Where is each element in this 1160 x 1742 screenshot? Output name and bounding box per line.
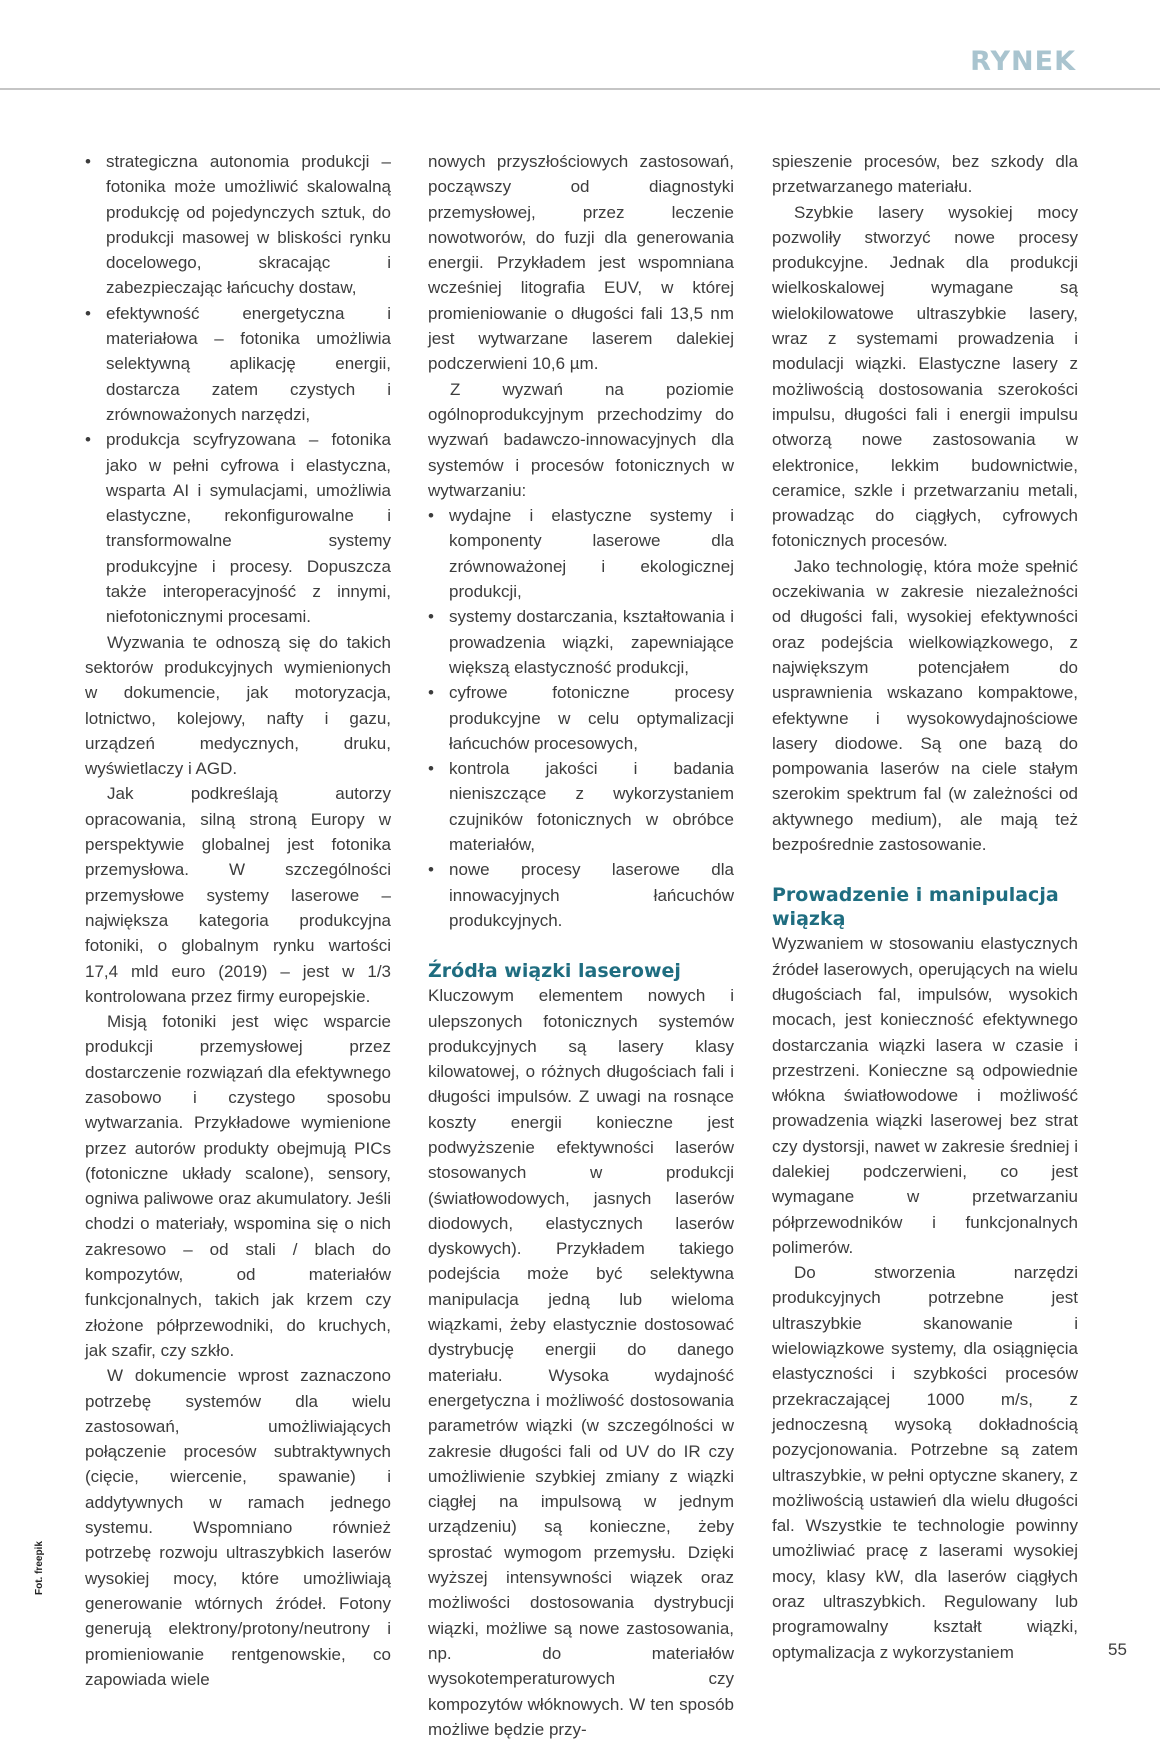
paragraph: Szybkie lasery wysokiej mocy pozwoliły stworzyć nowe procesy produkcyjne. Jednak dla produkcji wielkoskalowej wymagane są wielokilowatowe ultraszybkie lasery, wraz z systemami prowadzenia i modulacji wiązki. Elastyczne lasery z możliwością dostosowania szerokości impulsu, długości fali i energii impulsu otworzą nowe zastosowania w elektronice, lekkim budownictwie, ceramice, szkle i przetwarzaniu metali, prowadząc do ciągłych, cyfrowych fotonicznych procesów. [772,202,1078,551]
bullet-icon: • [428,506,434,526]
column-2 [428,149,734,1742]
bullet-list-research-challenges [428,503,734,933]
list-item: • cyfrowe fotoniczne procesy produkcyjne w celu optymalizacji łańcuchów procesowych, [428,680,734,756]
header-divider [0,88,1160,90]
paragraph: Wyzwania te odnoszą się do takich sektorów produkcyjnych wymienionych w dokumencie, jak motoryzacja, lotnictwo, kolejowy, nafty i gazu, urządzeń medycznych, druku, wyświetlaczy i AGD. [85,632,391,779]
paragraph: Z wyzwań na poziomie ogólnoprodukcyjnym przechodzimy do wyzwań badawczo-innowacyjnych dla systemów i procesów fotonicznych w wytwarzaniu: [428,379,734,500]
paragraph: Misją fotoniki jest więc wsparcie produkcji przemysłowej przez dostarczenie rozwiązań dla efektywnego zasobowo i czystego sposobu wytwarzania. Przykładowe wymienione przez autorów produkty obejmują PICs (fotoniczne układy scalone), sensory, ogniwa paliwowe oraz akumulatory. Jeśli chodzi o materiały, wspomina się o nich zakresowo – od stali / blach do kompozytów, od materiałów funkcjonalnych, takich jak krzem czy złożone półprzewodniki, do kruchych, jak szafir, czy szkło. [85,1012,391,1360]
column-1 [85,149,391,1692]
subheading-laser-sources: Źródła wiązki laserowej [428,960,681,983]
paragraph: nowych przyszłościowych zastosowań, począwszy od diagnostyki przemysłowej, przez leczenie nowotworów, do fuzji dla generowania energii. Przykładem jest wspomniana wcześniej litografia EUV, w której promieniowanie o długości fali 13,5 nm jest wytwarzane laserem dalekiej podczerwieni 10,6 µm. [428,152,734,374]
list-item: • produkcja scyfryzowana – fotonika jako w pełni cyfrowa i elastyczna, wsparta AI i symulacjami, umożliwia elastyczne, rekonfigurowalne i transformowalne systemy produkcyjne i procesy. Dopuszcza także interoperacyjność z innymi, niefotonicznymi procesami. [85,427,391,629]
photo-credit [34,1535,48,1595]
bullet-icon: • [428,860,434,880]
paragraph: Jako technologię, która może spełnić oczekiwania w zakresie niezależności od długości fali, wysokiej efektywności oraz podejścia wielkowiązkowego, z największym potencjałem do usprawnienia wskazano kompaktowe, efektywne i wysokowydajnościowe lasery diodowe. Są one bazą do pompowania laserów na ciele stałym szerokim spektrum fal (w zależności od aktywnego medium), ale mają też bezpośrednie zastosowanie. [772,556,1078,855]
paragraph: Kluczowym elementem nowych i ulepszonych fotonicznych systemów produkcyjnych są lasery klasy kilowatowej, o różnych długościach fali i długości impulsów. Z uwagi na rosnące koszty energii konieczne jest podwyższenie efektywności laserów stosowanych w produkcji (światłowodowych, jasnych laserów diodowych, elastycznych laserów dyskowych). Przykładem takiego podejścia może być selektywna manipulacja jedną lub wieloma wiązkami, żeby elastycznie dostosować dystrybucję energii do danego materiału. Wysoka wydajność energetyczna i możliwość dostosowania parametrów wiązki (w szczególności w zakresie długości fali od UV do IR czy umożliwienie szybkiej zmiany z wiązki ciągłej na impulsową w jednym urządzeniu) są konieczne, żeby sprostać wymogom przemysłu. Dzięki wyższej intensywności wiązek oraz możliwości dostosowania dystrybucji wiązki, możliwe są nowe zastosowania, np. do materiałów wysokotemperaturowych czy kompozytów włóknowych. W ten sposób możliwe będzie przy- [428,986,734,1739]
list-item: • nowe procesy laserowe dla innowacyjnych łańcuchów produkcyjnych. [428,857,734,933]
bullet-icon: • [85,430,91,450]
bullet-icon: • [428,683,434,703]
list-item: • wydajne i elastyczne systemy i komponenty laserowe dla zrównoważonej i ekologicznej produkcji, [428,503,734,604]
paragraph: spieszenie procesów, bez szkody dla przetwarzanego materiału. [772,152,1078,197]
bullet-icon: • [85,303,91,323]
paragraph: Do stworzenia narzędzi produkcyjnych potrzebne jest ultraszybkie skanowanie i wielowiązkowe systemy, dla osiągnięcia elastyczności i szybkości procesów przekraczającej 1000 m/s, z jednoczesną wysoką dokładnością pozycjonowania. Potrzebne są zatem ultraszybkie, w pełni optyczne skanery, z możliwością ustawień dla wielu długości fal. Wszystkie te technologie powinny umożliwiać pracę z laserami wysokiej mocy, klasy kW, dla laserów ciągłych oraz ultraszybkich. Regulowany lub programowalny kształt wiązki, optymalizacja z wykorzystaniem [772,1263,1078,1662]
bullet-icon: • [85,152,91,171]
section-title: RYNEK [970,46,1076,77]
bullet-list-challenges [85,149,391,630]
subheading-beam-guidance: Prowadzenie i manipulacja wiązką [772,884,1059,931]
list-item: • efektywność energetyczna i materiałowa – fotonika umożliwia selektywną aplikację energii, dostarcza zatem czystych i zrównoważonych narzędzi, [85,301,391,427]
paragraph: W dokumencie wprost zaznaczono potrzebę systemów dla wielu zastosowań, umożliwiających połączenie procesów subtraktywnych (cięcie, wiercenie, spawanie) i addytywnych w ramach jednego systemu. Wspomniano również potrzebę rozwoju ultraszybkich laserów wysokiej mocy, które umożliwiają generowanie wtórnych źródeł. Fotony generują elektrony/protony/neutrony i promieniowanie rentgenowskie, co zapowiada wiele [85,1366,391,1689]
page-number: 55 [1108,1640,1127,1659]
column-3 [772,149,1078,1665]
list-item: • kontrola jakości i badania nieniszczące z wykorzystaniem czujników fotonicznych w obróbce materiałów, [428,756,734,857]
list-item: • strategiczna autonomia produkcji – fotonika może umożliwić skalowalną produkcję od pojedynczych sztuk, do produkcji masowej w bliskości rynku docelowego, skracając i zabezpieczając łańcuchy dostaw, [85,149,391,301]
bullet-icon: • [428,759,434,779]
paragraph: Wyzwaniem w stosowaniu elastycznych źródeł laserowych, operujących na wielu długościach fal, impulsów, wysokich mocach, jest konieczność efektywnego dostarczania wiązki lasera w czasie i przestrzeni. Konieczne są odpowiednie włókna światłowodowe i możliwość prowadzenia wiązki laserowej bez strat czy dystorsji, nawet w zakresie średniej i dalekiej podczerwieni, co jest wymagane w przetwarzaniu półprzewodników i funkcjonalnych polimerów. [772,934,1078,1257]
bullet-icon: • [428,607,434,627]
photo-credit-text: Fot. freepik [34,1541,45,1595]
paragraph: Jak podkreślają autorzy opracowania, silną stroną Europy w perspektywie globalnej jest fotonika przemysłowa. W szczególności przemysłowe systemy laserowe – największa kategoria produkcyjna fotoniki, o globalnym rynku wartości 17,4 mld euro (2019) – jest w 1/3 kontrolowana przez firmy europejskie. [85,784,391,1006]
list-item: • systemy dostarczania, kształtowania i prowadzenia wiązki, zapewniające większą elastyczność produkcji, [428,604,734,680]
